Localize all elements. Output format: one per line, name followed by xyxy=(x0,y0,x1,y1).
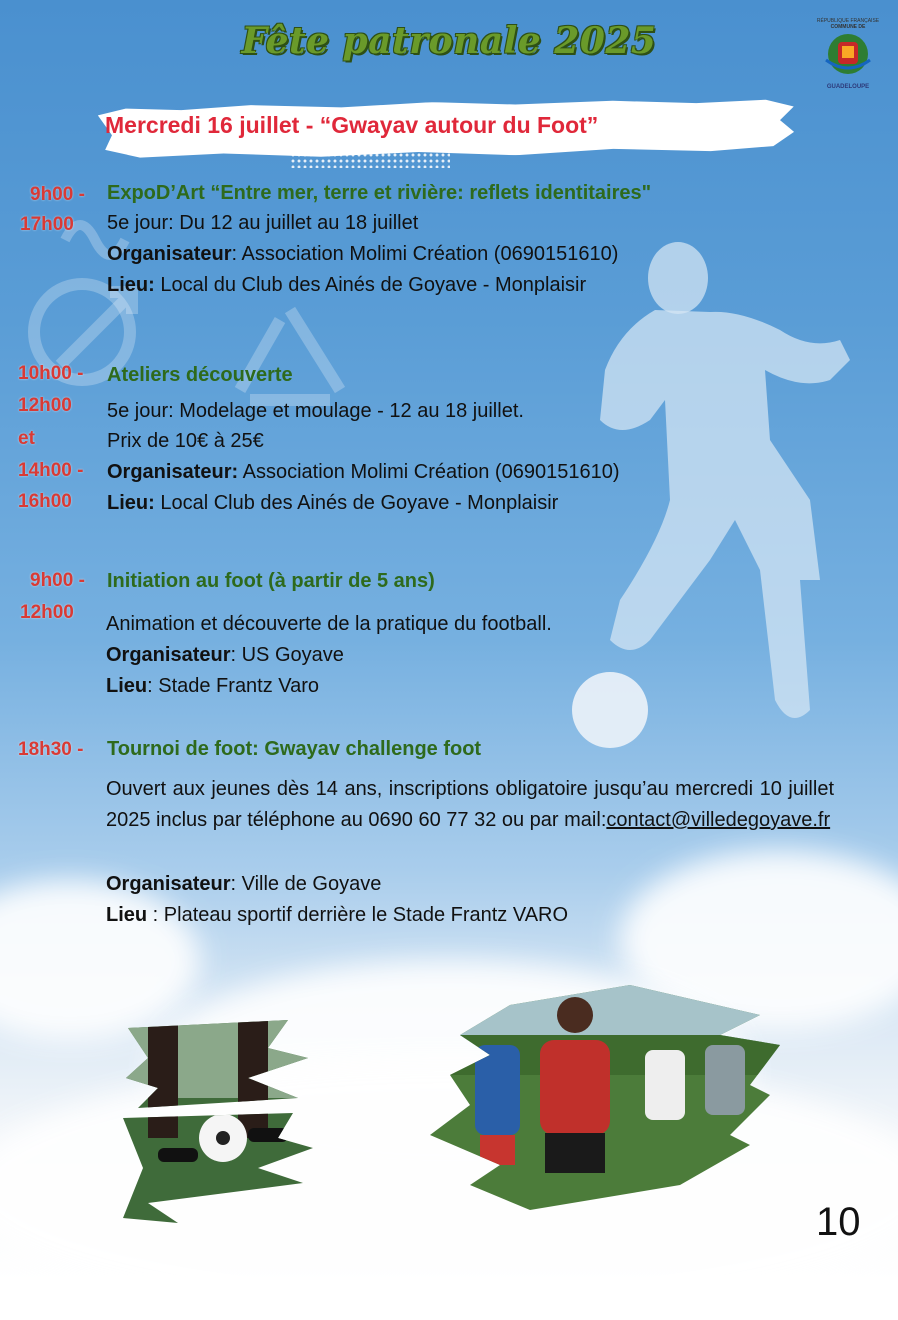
organizer-label: Organisateur: xyxy=(107,461,239,483)
organizer-label: Organisateur xyxy=(107,243,232,265)
event-place xyxy=(107,488,558,519)
recycle-icon xyxy=(220,290,380,410)
commune-logo xyxy=(812,18,884,91)
football-players-photo xyxy=(430,985,780,1210)
event-description xyxy=(106,774,834,836)
organizer-value: Association Molimi Création (0690151610) xyxy=(238,461,620,483)
event-organizer xyxy=(106,869,381,900)
event-time: 12h00 xyxy=(18,395,72,416)
place-label: Lieu xyxy=(106,904,148,926)
place-value: : Stade Frantz Varo xyxy=(147,675,320,697)
event-time: 9h00 - xyxy=(30,570,85,591)
logo-text: RÉPUBLIQUE FRANÇAISE xyxy=(816,18,880,24)
event-detail: 5e jour: Modelage et moulage - 12 au 18 juillet. xyxy=(107,400,524,422)
event-time: 14h00 - xyxy=(18,460,84,481)
event-place xyxy=(107,270,586,301)
event-place xyxy=(106,900,568,931)
organizer-value: : Ville de Goyave xyxy=(230,873,382,895)
coat-of-arms-icon xyxy=(818,30,878,78)
event-organizer xyxy=(107,239,618,270)
event-organizer xyxy=(107,457,619,488)
email-link[interactable]: contact@villedegoyave.fr xyxy=(606,809,831,831)
event-place xyxy=(106,671,319,702)
event-time: 17h00 xyxy=(20,214,74,235)
organizer-value: : Association Molimi Création (0690151610) xyxy=(231,243,619,265)
place-value: Local Club des Ainés de Goyave - Monplaisir xyxy=(154,492,559,514)
football-player-silhouette xyxy=(560,240,880,760)
organizer-label: Organisateur xyxy=(106,873,231,895)
event-time: 16h00 xyxy=(18,491,72,512)
banner-dots xyxy=(290,140,450,168)
organizer-label: Organisateur xyxy=(106,644,231,666)
event-time: 18h30 - xyxy=(18,739,84,760)
event-time: 12h00 xyxy=(20,602,74,623)
logo-text: GUADELOUPE xyxy=(826,84,870,90)
logo-text: COMMUNE DE xyxy=(830,24,866,30)
event-heading: Ateliers découverte xyxy=(107,364,293,386)
page-title: Fête patronale 2025 xyxy=(241,20,657,62)
event-organizer xyxy=(106,640,344,671)
event-heading: Tournoi de foot: Gwayav challenge foot xyxy=(107,738,482,760)
organizer-value: : US Goyave xyxy=(230,644,344,666)
event-time: et xyxy=(18,428,35,449)
place-label: Lieu xyxy=(106,675,148,697)
event-detail: Animation et découverte de la pratique du football. xyxy=(106,613,552,635)
event-heading: ExpoD’Art “Entre mer, terre et rivière: reflets identitaires" xyxy=(107,182,652,204)
event-time: 9h00 - xyxy=(30,184,85,205)
place-label: Lieu: xyxy=(107,492,155,514)
event-heading: Initiation au foot (à partir de 5 ans) xyxy=(107,570,435,592)
football-feet-photo xyxy=(118,1018,318,1228)
place-label: Lieu: xyxy=(107,274,155,296)
event-detail: Ouvert aux jeunes dès 14 ans, inscriptions obligatoire jusqu’au mercredi 10 juillet 2025 inclus par téléphone au 0690 60 77 32 ou par mail: xyxy=(106,778,834,831)
event-time: 10h00 - xyxy=(18,363,84,384)
place-value: Local du Club des Ainés de Goyave - Monplaisir xyxy=(154,274,587,296)
place-value: : Plateau sportif derrière le Stade Frantz VARO xyxy=(147,904,569,926)
event-detail: 5e jour: Du 12 au juillet au 18 juillet xyxy=(107,212,419,234)
date-banner-text: Mercredi 16 juillet - “Gwayav autour du Foot” xyxy=(105,112,599,138)
page-number: 10 xyxy=(816,1200,861,1244)
event-price: Prix de 10€ à 25€ xyxy=(107,430,264,452)
